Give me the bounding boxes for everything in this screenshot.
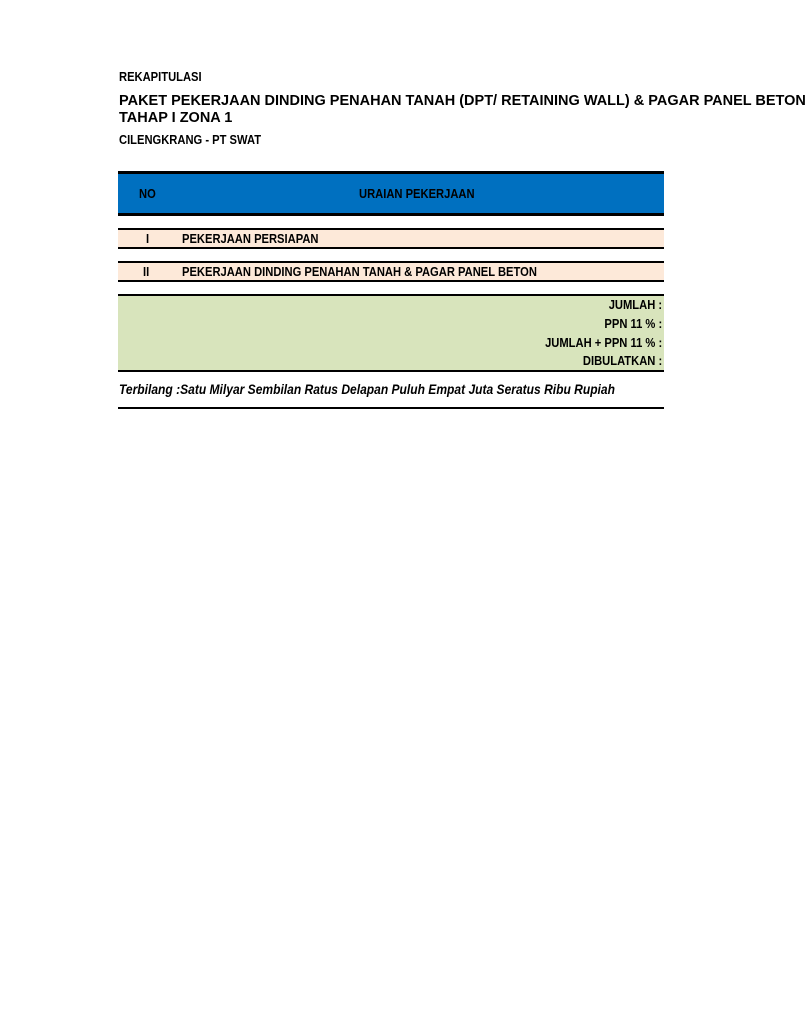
column-header-description: URAIAN PEKERJAAN: [359, 186, 475, 201]
totals-block: [118, 294, 664, 372]
document-title-line2: TAHAP I ZONA 1: [119, 110, 233, 126]
terbilang-text: Terbilang :Satu Milyar Sembilan Ratus Delapan Puluh Empat Juta Seratus Ribu Rupiah: [119, 381, 615, 397]
table-header-row: [118, 171, 664, 216]
row-description: PEKERJAAN DINDING PENAHAN TANAH & PAGAR PANEL BETON: [182, 264, 537, 279]
table-row: [118, 261, 664, 282]
document-title-line1: PAKET PEKERJAAN DINDING PENAHAN TANAH (DPT/ RETAINING WALL) & PAGAR PANEL BETON: [119, 93, 806, 109]
table-row: [118, 228, 664, 249]
column-header-no: NO: [139, 186, 156, 201]
total-jumlah-ppn-label: JUMLAH + PPN 11 % :: [544, 335, 662, 350]
row-number: II: [143, 264, 150, 279]
total-jumlah-label: JUMLAH :: [608, 297, 662, 312]
total-dibulatkan-label: DIBULATKAN :: [582, 353, 662, 368]
document-label: REKAPITULASI: [119, 69, 202, 84]
document-location: CILENGKRANG - PT SWAT: [119, 132, 262, 147]
row-number: I: [146, 231, 150, 246]
bottom-divider: [118, 407, 664, 409]
total-ppn-label: PPN 11 % :: [604, 316, 662, 331]
row-description: PEKERJAAN PERSIAPAN: [182, 231, 319, 246]
